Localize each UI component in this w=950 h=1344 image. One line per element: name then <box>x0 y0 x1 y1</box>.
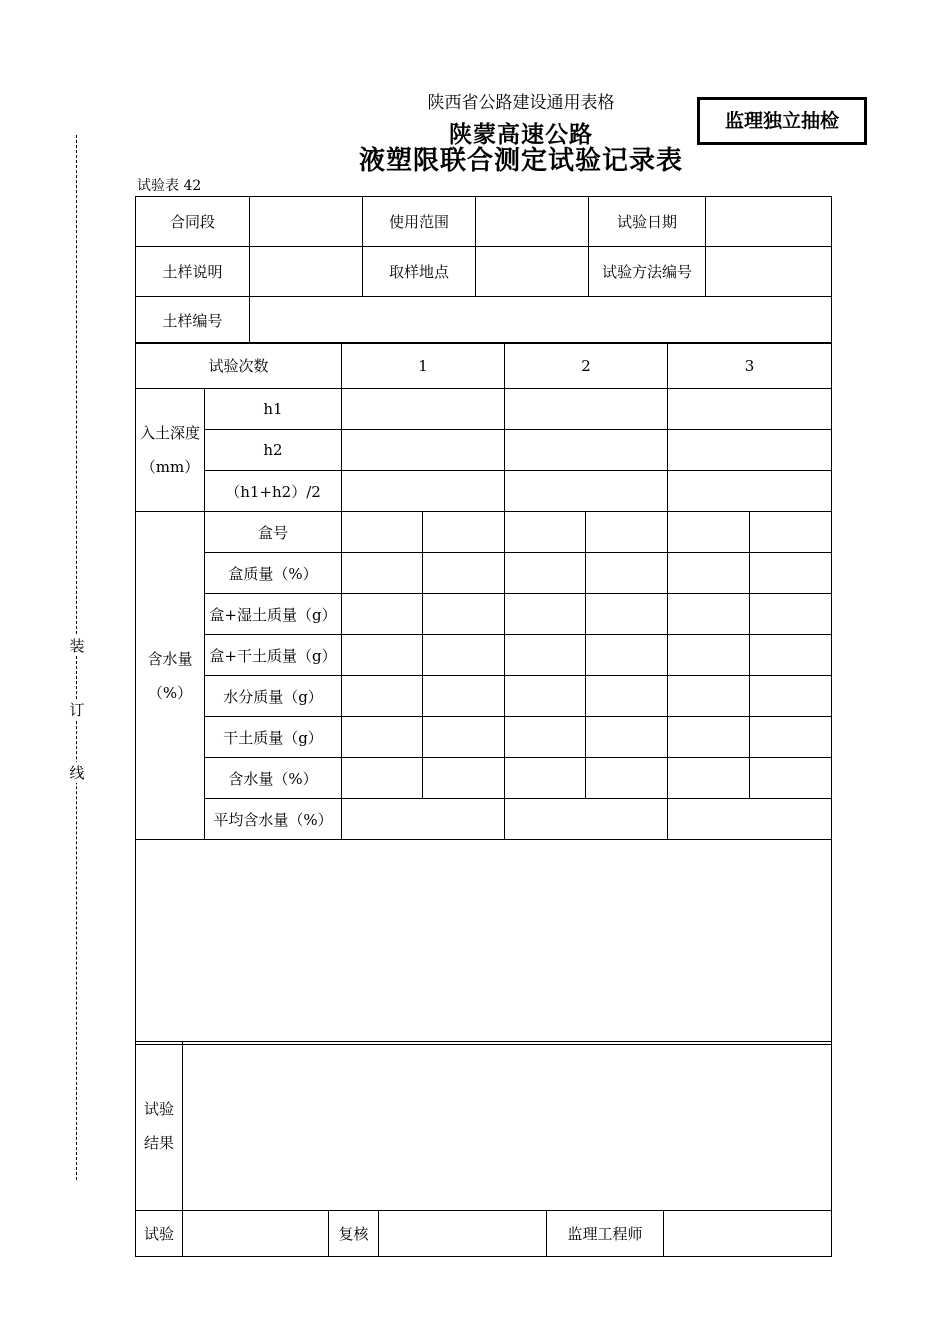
data-cell[interactable] <box>668 635 750 676</box>
trial-label: 试验次数 <box>136 343 342 389</box>
scope-label: 使用范围 <box>363 197 476 247</box>
data-cell[interactable] <box>342 512 423 553</box>
moisture-content-label: 含水量（%） <box>205 758 342 799</box>
box-mass-label: 盒质量（%） <box>205 553 342 594</box>
penetration-label-line1: 入土深度 <box>139 424 200 442</box>
binding-char-3: 线 <box>69 764 85 782</box>
soil-desc-field[interactable] <box>250 247 363 297</box>
moisture-label-line1: 含水量 <box>147 649 193 668</box>
result-field[interactable] <box>183 1042 832 1211</box>
data-cell[interactable] <box>505 676 586 717</box>
tester-label: 试验 <box>136 1211 183 1257</box>
data-cell[interactable] <box>342 758 423 799</box>
data-cell[interactable] <box>423 553 505 594</box>
trial-2: 2 <box>505 343 668 389</box>
avg-depth-cell-3[interactable] <box>668 471 832 512</box>
data-cell[interactable] <box>423 717 505 758</box>
avg-moisture-cell-1[interactable] <box>342 799 505 840</box>
reviewer-field[interactable] <box>379 1211 547 1257</box>
data-cell[interactable] <box>586 758 668 799</box>
method-label: 试验方法编号 <box>589 247 706 297</box>
data-cell[interactable] <box>505 594 586 635</box>
result-label-line2: 结果 <box>143 1134 174 1152</box>
supervisor-field[interactable] <box>664 1211 832 1257</box>
info-table <box>135 196 832 344</box>
data-cell[interactable] <box>668 594 750 635</box>
box-no-label: 盒号 <box>205 512 342 553</box>
data-cell[interactable] <box>342 594 423 635</box>
data-cell[interactable] <box>342 635 423 676</box>
data-cell[interactable] <box>505 553 586 594</box>
date-field[interactable] <box>706 197 832 247</box>
h1-cell-2[interactable] <box>505 389 668 430</box>
data-table <box>135 342 832 1045</box>
data-cell[interactable] <box>505 512 586 553</box>
result-label <box>136 1042 183 1211</box>
avg-depth-cell-2[interactable] <box>505 471 668 512</box>
data-cell[interactable] <box>668 758 750 799</box>
data-cell[interactable] <box>750 512 832 553</box>
data-cell[interactable] <box>750 594 832 635</box>
data-cell[interactable] <box>668 553 750 594</box>
h1-cell-3[interactable] <box>668 389 832 430</box>
binding-char-1: 装 <box>69 637 85 655</box>
water-mass-label: 水分质量（g） <box>205 676 342 717</box>
h2-cell-2[interactable] <box>505 430 668 471</box>
contract-label: 合同段 <box>136 197 250 247</box>
avg-moisture-cell-3[interactable] <box>668 799 832 840</box>
data-cell[interactable] <box>586 594 668 635</box>
data-cell[interactable] <box>342 717 423 758</box>
data-cell[interactable] <box>750 758 832 799</box>
data-cell[interactable] <box>505 635 586 676</box>
wet-mass-label: 盒+湿土质量（g） <box>205 594 342 635</box>
tester-field[interactable] <box>183 1211 329 1257</box>
h2-cell-3[interactable] <box>668 430 832 471</box>
reviewer-label: 复核 <box>329 1211 379 1257</box>
data-cell[interactable] <box>342 553 423 594</box>
province-label: 陕西省公路建设通用表格 <box>427 93 615 113</box>
location-label: 取样地点 <box>363 247 476 297</box>
date-label: 试验日期 <box>589 197 706 247</box>
data-cell[interactable] <box>586 512 668 553</box>
data-cell[interactable] <box>750 676 832 717</box>
penetration-label-line2: （mm） <box>140 458 200 476</box>
data-cell[interactable] <box>586 676 668 717</box>
binding-line <box>76 135 77 1180</box>
moisture-label <box>136 512 205 840</box>
chart-area[interactable] <box>136 840 832 1045</box>
data-cell[interactable] <box>668 512 750 553</box>
data-cell[interactable] <box>423 512 505 553</box>
h2-label: h2 <box>205 430 342 471</box>
trial-3: 3 <box>668 343 832 389</box>
data-cell[interactable] <box>750 635 832 676</box>
data-cell[interactable] <box>505 717 586 758</box>
contract-field[interactable] <box>250 197 363 247</box>
h2-cell-1[interactable] <box>342 430 505 471</box>
data-cell[interactable] <box>423 676 505 717</box>
penetration-label <box>136 389 205 512</box>
data-cell[interactable] <box>342 676 423 717</box>
binding-char-2: 订 <box>69 701 85 719</box>
h1-cell-1[interactable] <box>342 389 505 430</box>
h1-label: h1 <box>205 389 342 430</box>
inspection-stamp: 监理独立抽检 <box>697 97 867 145</box>
supervisor-label: 监理工程师 <box>547 1211 664 1257</box>
data-cell[interactable] <box>750 553 832 594</box>
data-cell[interactable] <box>668 676 750 717</box>
project-title: 陕蒙高速公路 <box>449 122 593 148</box>
trial-1: 1 <box>342 343 505 389</box>
soil-no-field[interactable] <box>250 297 832 344</box>
data-cell[interactable] <box>586 717 668 758</box>
scope-field[interactable] <box>476 197 589 247</box>
result-label-line1: 试验 <box>143 1100 174 1118</box>
data-cell[interactable] <box>423 635 505 676</box>
data-cell[interactable] <box>668 717 750 758</box>
data-cell[interactable] <box>423 758 505 799</box>
soil-desc-label: 土样说明 <box>136 247 250 297</box>
avg-depth-label: （h1+h2）/2 <box>205 471 342 512</box>
data-cell[interactable] <box>586 553 668 594</box>
data-cell[interactable] <box>586 635 668 676</box>
method-field[interactable] <box>706 247 832 297</box>
avg-depth-cell-1[interactable] <box>342 471 505 512</box>
form-number: 试验表 42 <box>137 178 202 194</box>
moisture-label-line2: （%） <box>147 683 193 702</box>
result-table <box>135 1041 832 1257</box>
data-cell[interactable] <box>505 758 586 799</box>
avg-moisture-label: 平均含水量（%） <box>205 799 342 840</box>
avg-moisture-cell-2[interactable] <box>505 799 668 840</box>
data-cell[interactable] <box>423 594 505 635</box>
page-title: 液塑限联合测定试验记录表 <box>358 146 683 176</box>
dry-soil-mass-label: 干土质量（g） <box>205 717 342 758</box>
dry-mass-box-label: 盒+干土质量（g） <box>205 635 342 676</box>
location-field[interactable] <box>476 247 589 297</box>
soil-no-label: 土样编号 <box>136 297 250 344</box>
data-cell[interactable] <box>750 717 832 758</box>
